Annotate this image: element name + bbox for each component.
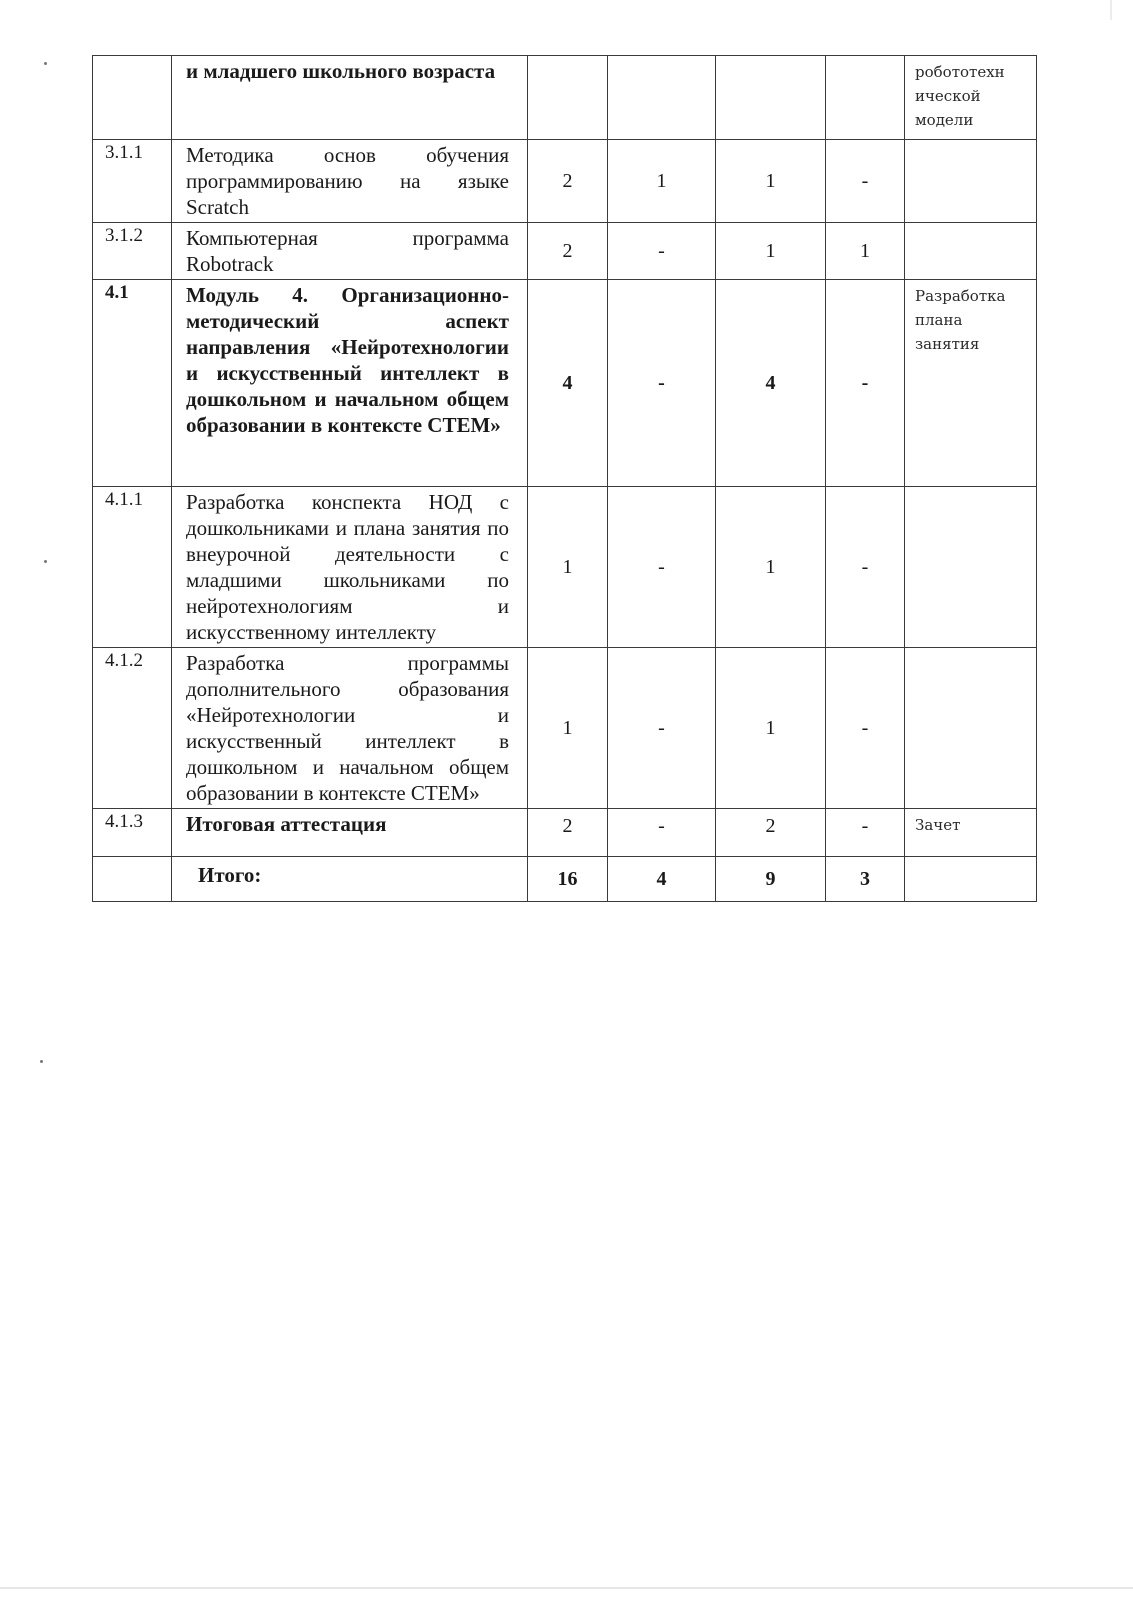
hours-self: - xyxy=(826,487,905,648)
hours-practice: 1 xyxy=(716,648,826,809)
hours-total: 2 xyxy=(528,140,608,223)
hours-self: - xyxy=(826,140,905,223)
hours-lectures xyxy=(608,56,716,140)
table-row xyxy=(93,223,1037,280)
row-title: Модуль 4. Организационно-методический аспект направления «Нейротехнологии и искусственный интеллект в дошкольном и начальном общем образовании в контексте СТЕМ» xyxy=(172,280,528,487)
row-number: 3.1.2 xyxy=(93,223,172,280)
assessment-form xyxy=(905,857,1037,902)
row-number: 4.1.1 xyxy=(93,487,172,648)
hours-lectures: - xyxy=(608,648,716,809)
hours-lectures: - xyxy=(608,223,716,280)
hours-self: - xyxy=(826,809,905,857)
table-row xyxy=(93,809,1037,857)
hours-practice: 1 xyxy=(716,223,826,280)
scan-speck xyxy=(44,62,47,65)
row-title: и младшего школьного возраста xyxy=(172,56,528,140)
hours-practice: 1 xyxy=(716,487,826,648)
scan-speck xyxy=(40,1060,43,1063)
assessment-form: Разработка плана занятия xyxy=(905,280,1037,487)
table-row xyxy=(93,648,1037,809)
hours-self xyxy=(826,56,905,140)
hours-lectures: - xyxy=(608,487,716,648)
hours-lectures: - xyxy=(608,280,716,487)
row-number: 4.1.3 xyxy=(93,809,172,857)
assessment-form xyxy=(905,140,1037,223)
hours-total xyxy=(528,56,608,140)
hours-total: 1 xyxy=(528,487,608,648)
hours-practice: 1 xyxy=(716,140,826,223)
row-title: Компьютерная программа Robotrack xyxy=(172,223,528,280)
row-number xyxy=(93,857,172,902)
row-title: Методика основ обучения программированию на языке Scratch xyxy=(172,140,528,223)
hours-practice xyxy=(716,56,826,140)
assessment-form xyxy=(905,223,1037,280)
hours-self: - xyxy=(826,280,905,487)
totals-hours-total: 16 xyxy=(528,857,608,902)
table-row xyxy=(93,56,1037,140)
hours-self: 1 xyxy=(826,223,905,280)
totals-hours-practice: 9 xyxy=(716,857,826,902)
scan-speck xyxy=(44,560,47,563)
scan-edge-line xyxy=(0,1587,1133,1589)
hours-practice: 4 xyxy=(716,280,826,487)
row-number xyxy=(93,56,172,140)
totals-hours-lectures: 4 xyxy=(608,857,716,902)
curriculum-table xyxy=(92,55,1037,902)
totals-hours-self: 3 xyxy=(826,857,905,902)
table-row xyxy=(93,140,1037,223)
assessment-form: Зачет xyxy=(905,809,1037,857)
scan-edge-mark xyxy=(1110,0,1112,20)
hours-lectures: - xyxy=(608,809,716,857)
hours-lectures: 1 xyxy=(608,140,716,223)
hours-total: 2 xyxy=(528,223,608,280)
row-number: 4.1.2 xyxy=(93,648,172,809)
assessment-form: робототехн ической модели xyxy=(905,56,1037,140)
assessment-form xyxy=(905,487,1037,648)
table-row xyxy=(93,280,1037,487)
row-number: 3.1.1 xyxy=(93,140,172,223)
row-title: Разработка конспекта НОД с дошкольниками и плана занятия по внеурочной деятельности с младшими школьниками по нейротехнологиям и искусственному интеллекту xyxy=(172,487,528,648)
hours-total: 4 xyxy=(528,280,608,487)
hours-practice: 2 xyxy=(716,809,826,857)
totals-label: Итого: xyxy=(172,857,528,902)
row-number: 4.1 xyxy=(93,280,172,487)
assessment-form xyxy=(905,648,1037,809)
totals-row xyxy=(93,857,1037,902)
table-row xyxy=(93,487,1037,648)
hours-self: - xyxy=(826,648,905,809)
hours-total: 1 xyxy=(528,648,608,809)
row-title: Разработка программы дополнительного образования «Нейротехнологии и искусственный интеллект в дошкольном и начальном общем образовании в контексте СТЕМ» xyxy=(172,648,528,809)
row-title: Итоговая аттестация xyxy=(172,809,528,857)
hours-total: 2 xyxy=(528,809,608,857)
